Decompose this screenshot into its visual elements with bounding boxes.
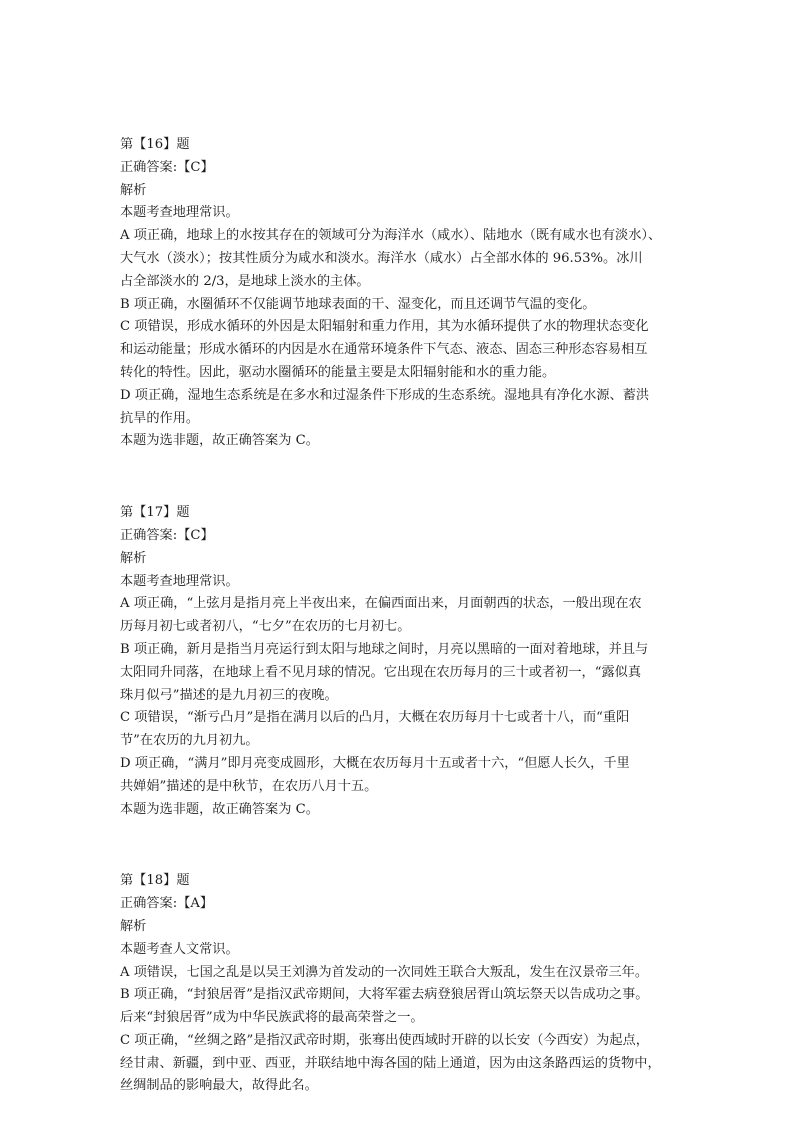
analysis-line: D 项正确，“满月”即月亮变成圆形，大概在农历每月十五或者十六，“但愿人长久，千里 bbox=[120, 755, 630, 771]
analysis-line: C 项错误，形成水循环的外因是太阳辐射和重力作用，其为水循环提供了水的物理状态变化 bbox=[120, 319, 649, 335]
analysis-line: 本题考查人文常识。 bbox=[120, 941, 239, 957]
analysis-line: 本题为选非题，故正确答案为 C。 bbox=[120, 433, 319, 449]
document-page bbox=[120, 134, 690, 1098]
question-16 bbox=[120, 134, 690, 453]
analysis-label: 解析 bbox=[120, 918, 147, 934]
question-17 bbox=[120, 502, 690, 821]
analysis-line: 抗旱的作用。 bbox=[120, 410, 200, 426]
analysis-line: C 项正确，“丝绸之路”是指汉武帝时期，张骞出使西域时开辟的以长安（今西安）为起点， bbox=[120, 1032, 649, 1048]
analysis-line: 节”在农历的九月初九。 bbox=[120, 733, 259, 749]
analysis-line: 历每月初七或者初八，“七夕”在农历的七月初七。 bbox=[120, 619, 411, 635]
analysis-line: 转化的特性。因此，驱动水圈循环的能量主要是太阳辐射能和水的重力能。 bbox=[120, 364, 556, 380]
analysis-line: D 项正确，湿地生态系统是在多水和过湿条件下形成的生态系统。湿地具有净化水源、蓄洪 bbox=[120, 387, 650, 403]
correct-answer: 正确答案:【A】 bbox=[120, 896, 214, 912]
analysis-line: 本题考查地理常识。 bbox=[120, 205, 239, 221]
question-number: 第【17】题 bbox=[120, 505, 190, 521]
analysis-line: 太阳同升同落，在地球上看不见月球的情况。它出现在农历每月的三十或者初一，“露似真 bbox=[120, 664, 642, 680]
analysis-label: 解析 bbox=[120, 182, 147, 198]
correct-answer: 正确答案:【C】 bbox=[120, 159, 214, 175]
analysis-label: 解析 bbox=[120, 550, 147, 566]
question-number: 第【16】题 bbox=[120, 137, 190, 152]
analysis-line: C 项错误，“渐亏凸月”是指在满月以后的凸月，大概在农历每月十七或者十八，而“重阳 bbox=[120, 710, 630, 726]
analysis-line: 后来“封狼居胥”成为中华民族武将的最高荣誉之一。 bbox=[120, 1010, 424, 1026]
analysis-line: A 项错误，七国之乱是以吴王刘濞为首发动的一次同姓王联合大叛乱，发生在汉景帝三年。 bbox=[120, 964, 649, 980]
analysis-line: B 项正确，新月是指当月亮运行到太阳与地球之间时，月亮以黑暗的一面对着地球，并且与 bbox=[120, 641, 649, 657]
analysis-line: A 项正确，“上弦月是指月亮上半夜出来，在偏西面出来，月面朝西的状态，一般出现在农 bbox=[120, 596, 642, 612]
analysis-line: 经甘肃、新疆，到中亚、西亚，并联结地中海各国的陆上通道，因为由这条路西运的货物中， bbox=[120, 1055, 661, 1071]
analysis-line: B 项正确，水圈循环不仅能调节地球表面的干、湿变化，而且还调节气温的变化。 bbox=[120, 296, 596, 312]
analysis-line: 和运动能量；形成水循环的内因是水在通常环境条件下气态、液态、固态三种形态容易相互 bbox=[120, 342, 648, 358]
analysis-line: 本题为选非题，故正确答案为 C。 bbox=[120, 801, 319, 817]
analysis-line: 共婵娟”描述的是中秋节，在农历八月十五。 bbox=[120, 778, 378, 794]
analysis-line: 本题考查地理常识。 bbox=[120, 573, 239, 589]
analysis-line: 占全部淡水的 2/3，是地球上淡水的主体。 bbox=[120, 273, 370, 289]
analysis-line: 珠月似弓”描述的是九月初三的夜晚。 bbox=[120, 687, 338, 703]
analysis-line: A 项正确，地球上的水按其存在的领域可分为海洋水（咸水）、陆地水（既有咸水也有淡水）、 bbox=[120, 228, 662, 244]
question-number: 第【18】题 bbox=[120, 873, 190, 889]
analysis-line: B 项正确，“封狼居胥”是指汉武帝期间，大将军霍去病登狼居胥山筑坛祭天以告成功之事。 bbox=[120, 987, 649, 1003]
analysis-line: 丝绸制品的影响最大，故得此名。 bbox=[120, 1078, 318, 1094]
analysis-line: 大气水（淡水）；按其性质分为咸水和淡水。海洋水（咸水）占全部水体的 96.53%。冰川 bbox=[120, 250, 643, 266]
question-18 bbox=[120, 870, 690, 1098]
correct-answer: 正确答案:【C】 bbox=[120, 527, 214, 543]
